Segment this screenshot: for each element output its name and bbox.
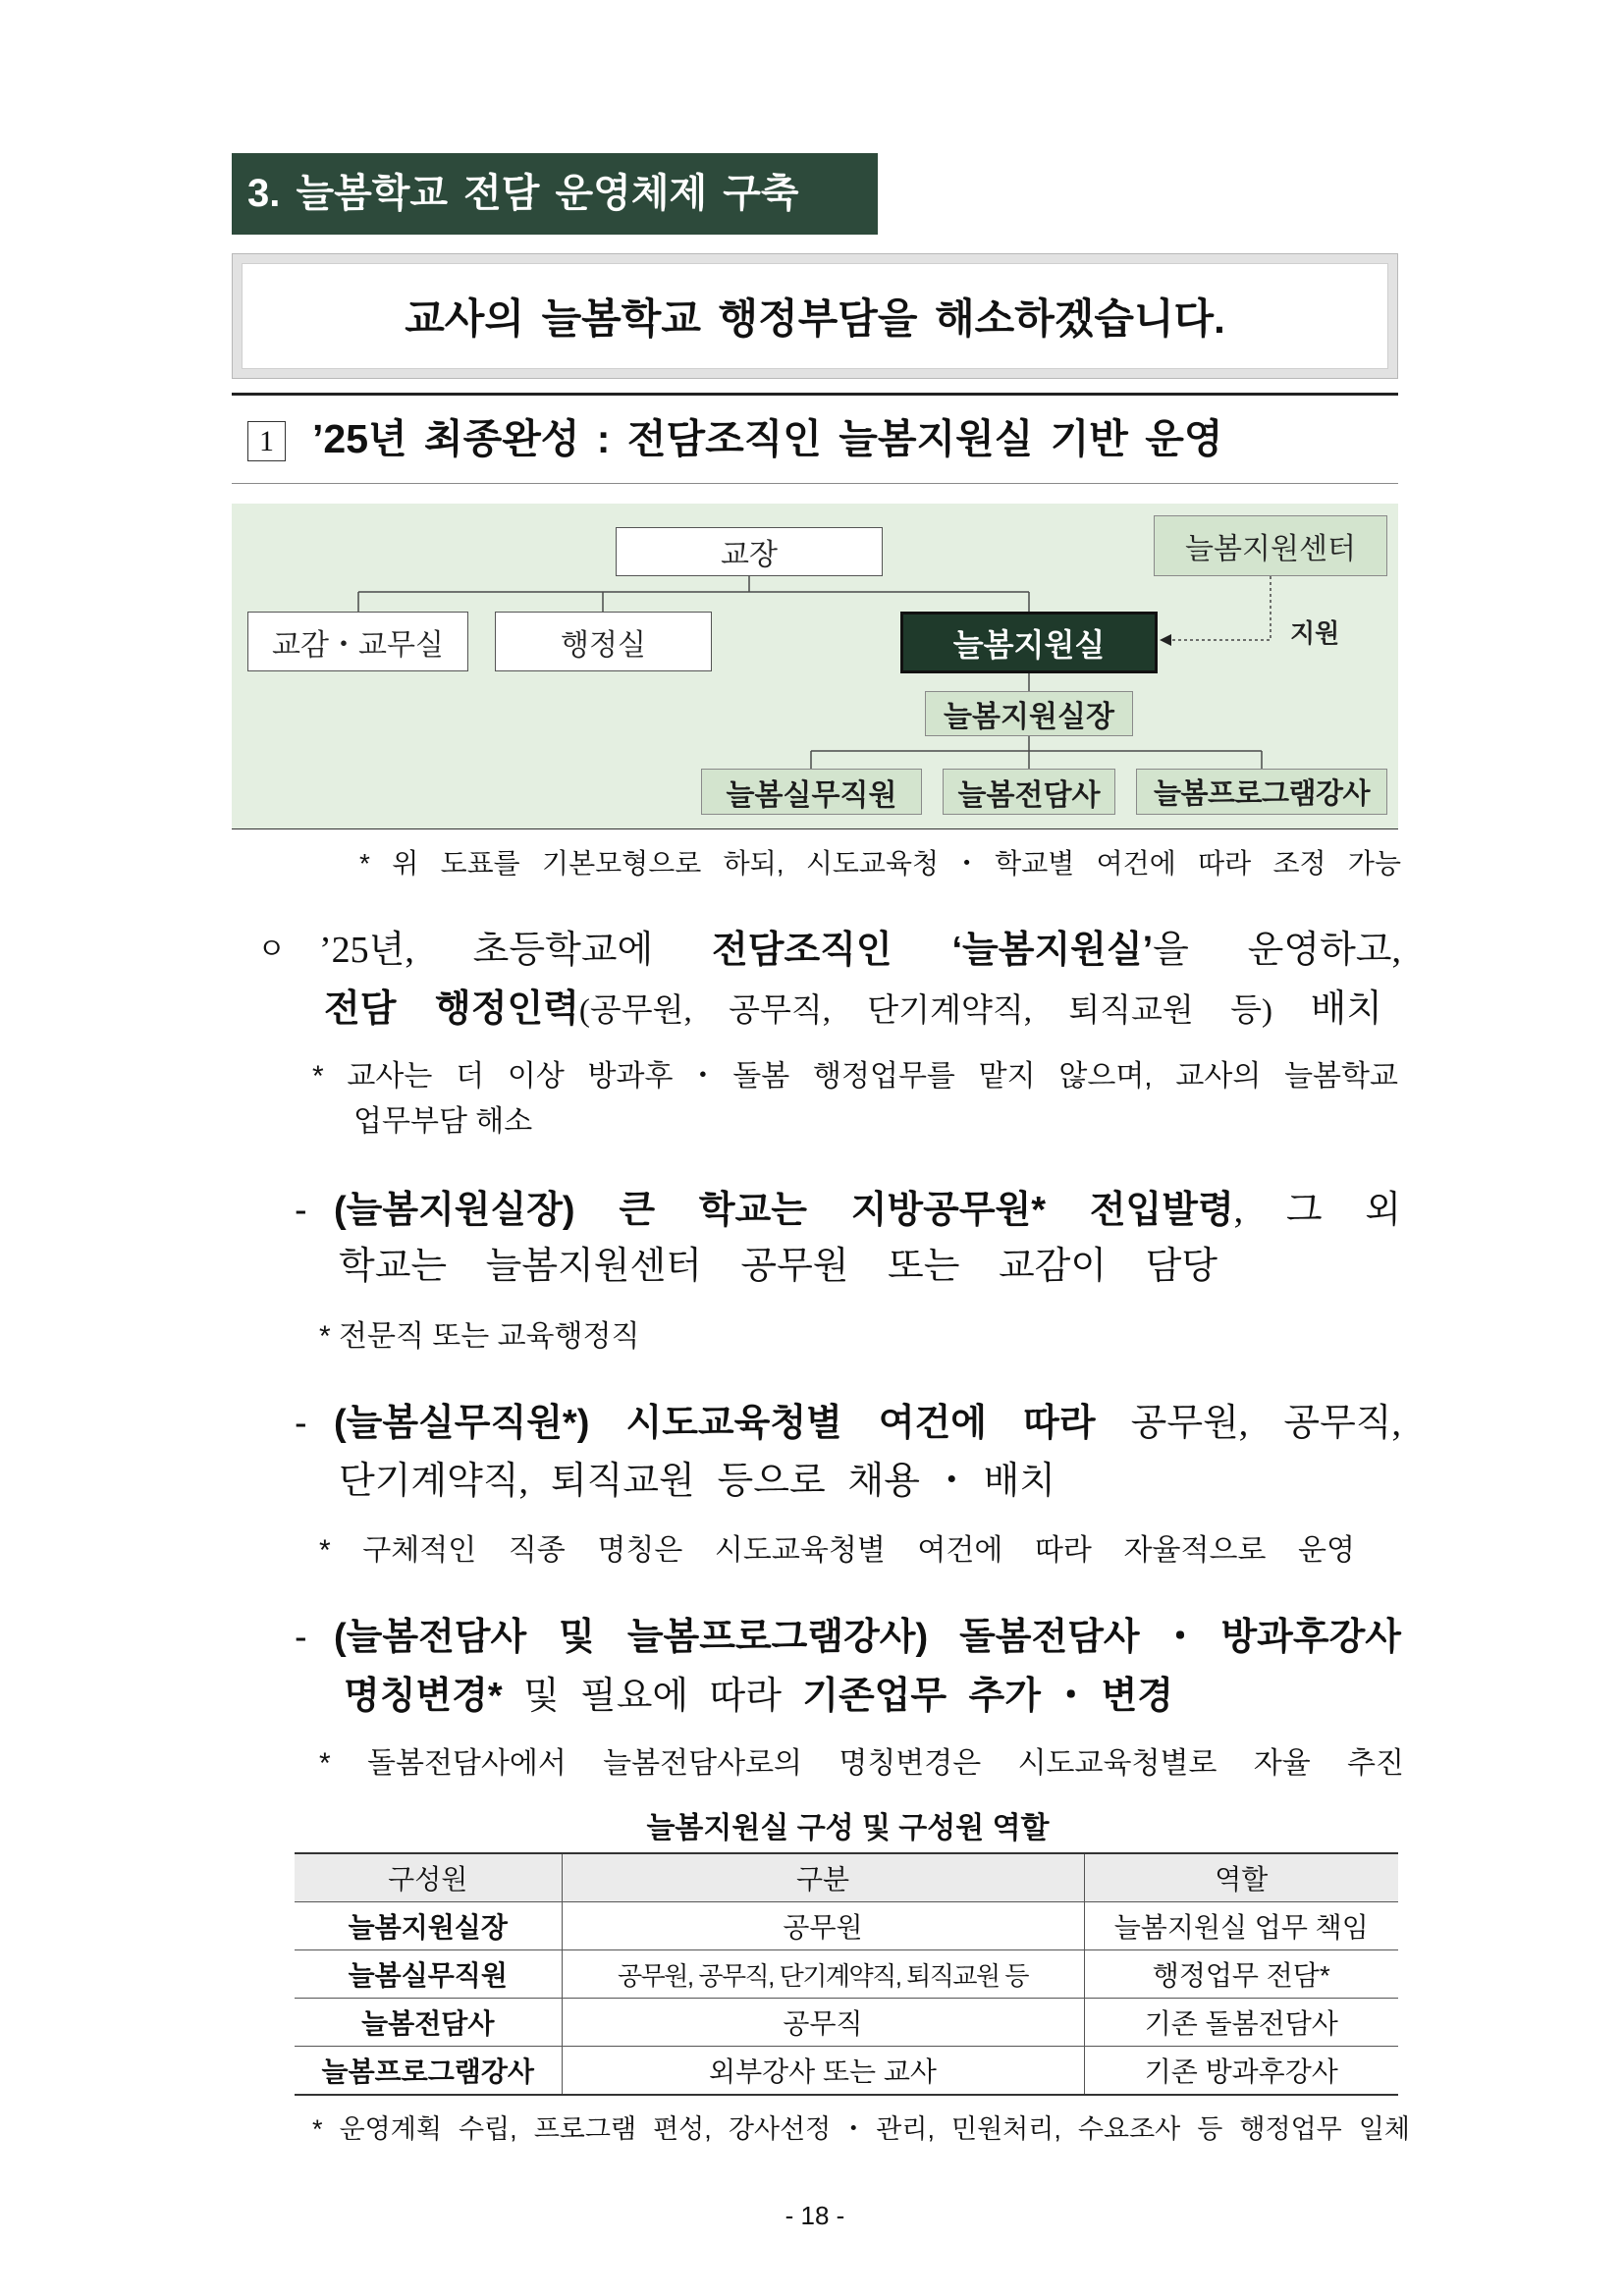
- table-cell-category: 공무직: [562, 1999, 1084, 2047]
- table-header-cell: 구분: [562, 1853, 1084, 1902]
- bullet-parenthetical: (공무원, 공무직, 단기계약직, 퇴직교원 등): [578, 993, 1272, 1029]
- org-box-staff-admin: 늘봄실무직원: [701, 769, 922, 815]
- dash-item-text: 단기계약직, 퇴직교원 등으로 채용・배치: [339, 1461, 1055, 1502]
- table-cell-member: 늘봄프로그램강사: [295, 2047, 562, 2096]
- dash-item-emphasis: 돌봄전담사・방과후강사: [928, 1617, 1401, 1658]
- dash-marker: -: [295, 1617, 307, 1658]
- table-cell-role: 늘봄지원실 업무 책임: [1084, 1902, 1398, 1950]
- chart-note: * 위 도표를 기본모형으로 하되, 시도교육청・학교별 여건에 따라 조정 가능: [359, 848, 1401, 879]
- bullet-emphasis: 전담조직인 ‘늘봄지원실’: [712, 930, 1154, 971]
- dash-item-emphasis: (늘봄전담사 및 늘봄프로그램강사): [334, 1617, 929, 1658]
- table-note: * 운영계획 수립, 프로그램 편성, 강사선정・관리, 민원처리, 수요조사 등 행정업무 일체: [312, 2114, 1410, 2144]
- bullet-line: [319, 928, 1401, 973]
- section-title-bar: [232, 153, 878, 235]
- bullet-emphasis: 전담 행정인력: [324, 988, 579, 1030]
- table-cell-member: 늘봄지원실장: [295, 1902, 562, 1950]
- dash-item-emphasis: 기존업무 추가・변경: [802, 1676, 1173, 1717]
- dash-item-note: * 돌봄전담사에서 늘봄전담사로의 명칭변경은 시도교육청별로 자율 추진: [319, 1747, 1404, 1780]
- bullet-line: [324, 987, 1382, 1032]
- table-cell-category: 외부강사 또는 교사: [562, 2047, 1084, 2096]
- support-label: 지원: [1290, 618, 1340, 648]
- dash-item-line: [339, 1244, 1217, 1289]
- org-box-vice-principal-office: 교감・교무실: [247, 612, 468, 671]
- bullet-text: ’25년, 초등학교에: [319, 930, 713, 971]
- summary-inner: [242, 263, 1388, 369]
- bullet-text: 배치: [1272, 988, 1382, 1030]
- table-cell-category: 공무원: [562, 1902, 1084, 1950]
- dash-item-note: * 전문직 또는 교육행정직: [319, 1320, 640, 1353]
- table-title: 늘봄지원실 구성 및 구성원 역할: [646, 1812, 1050, 1844]
- org-chart: [232, 504, 1398, 829]
- org-box-staff-care: 늘봄전담사: [943, 769, 1115, 815]
- org-box-support-office-head: 늘봄지원실장: [925, 691, 1133, 736]
- dash-marker: -: [295, 1403, 307, 1444]
- heading-number-box: 1: [247, 421, 286, 461]
- heading-bottom-rule: [232, 483, 1398, 484]
- dash-item-line: [334, 1615, 1401, 1660]
- bullet-marker: ㅇ: [257, 934, 286, 966]
- section-title: 3. 늘봄학교 전담 운영체제 구축: [247, 172, 799, 215]
- dash-marker: -: [295, 1190, 307, 1231]
- dash-item-text: 및 필요에 따라: [502, 1676, 803, 1717]
- support-arrowhead-icon: [1160, 634, 1171, 646]
- org-box-staff-program: 늘봄프로그램강사: [1136, 769, 1387, 815]
- table-cell-role: 행정업무 전담*: [1084, 1950, 1398, 1999]
- summary-box: [232, 253, 1398, 379]
- table-header-row: [295, 1853, 1398, 1902]
- dash-item-line: [334, 1188, 1401, 1233]
- org-box-principal: 교장: [616, 527, 883, 576]
- bullet-note: * 교사는 더 이상 방과후・돌봄 행정업무를 맡지 않으며, 교사의 늘봄학교: [312, 1060, 1398, 1093]
- dash-item-text: 공무원, 공무직,: [1095, 1403, 1402, 1444]
- org-box-admin-office: 행정실: [495, 612, 712, 671]
- dash-item-note: * 구체적인 직종 명칭은 시도교육청별 여건에 따라 자율적으로 운영: [319, 1534, 1355, 1567]
- bullet-note: 업무부담 해소: [353, 1105, 533, 1138]
- table-cell-role: 기존 방과후강사: [1084, 2047, 1398, 2096]
- dash-item-line: [344, 1674, 1173, 1719]
- table-header-cell: 역할: [1084, 1853, 1398, 1902]
- bullet-text: 을 운영하고,: [1153, 930, 1401, 971]
- table-row: [295, 1999, 1398, 2047]
- table-cell-member: 늘봄실무직원: [295, 1950, 562, 1999]
- dash-item-emphasis: (늘봄실무직원*) 시도교육청별 여건에 따라: [334, 1403, 1096, 1444]
- dash-item-emphasis: (늘봄지원실장) 큰 학교는 지방공무원* 전입발령: [334, 1190, 1234, 1231]
- org-box-support-office: 늘봄지원실: [900, 612, 1158, 673]
- org-box-support-center: 늘봄지원센터: [1154, 515, 1387, 576]
- roles-table: [295, 1852, 1398, 2096]
- dash-item-emphasis: 명칭변경*: [344, 1676, 503, 1717]
- table-cell-member: 늘봄전담사: [295, 1999, 562, 2047]
- dash-item-text: , 그 외: [1233, 1190, 1402, 1231]
- table-cell-category: 공무원, 공무직, 단기계약직, 퇴직교원 등: [562, 1950, 1084, 1999]
- dash-item-line: [339, 1459, 1055, 1504]
- table-row: [295, 1950, 1398, 1999]
- summary-text: 교사의 늘봄학교 행정부담을 해소하겠습니다.: [405, 295, 1225, 342]
- table-header-cell: 구성원: [295, 1853, 562, 1902]
- table-cell-role: 기존 돌봄전담사: [1084, 1999, 1398, 2047]
- heading-text: ’25년 최종완성 : 전담조직인 늘봄지원실 기반 운영: [312, 416, 1223, 461]
- table-row: [295, 2047, 1398, 2096]
- dash-item-text: 학교는 늘봄지원센터 공무원 또는 교감이 담당: [339, 1246, 1217, 1287]
- heading-top-rule: [232, 393, 1398, 396]
- table-row: [295, 1902, 1398, 1950]
- dash-item-line: [334, 1401, 1401, 1446]
- support-dashed-connector: [1170, 576, 1271, 640]
- page-number: - 18 -: [784, 2201, 845, 2230]
